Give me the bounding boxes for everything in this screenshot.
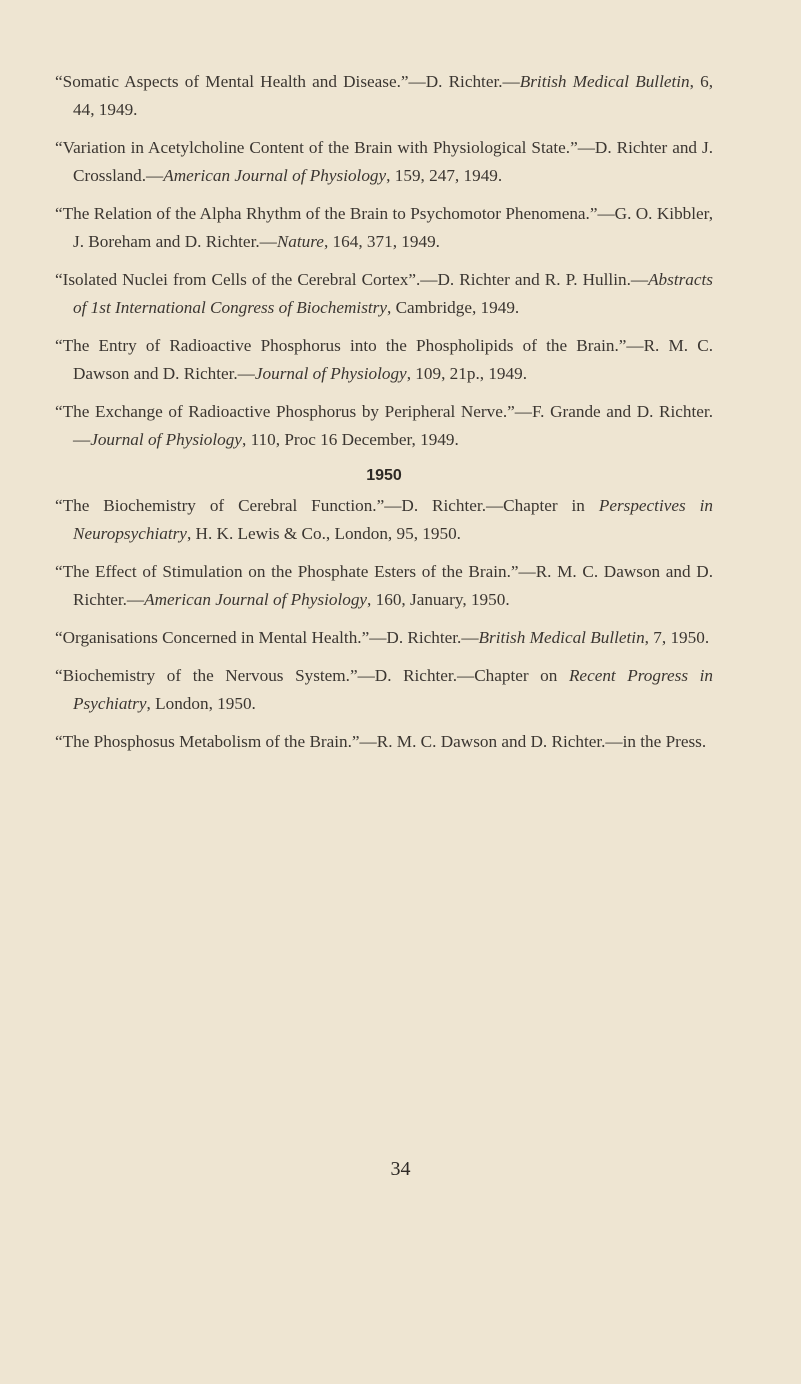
publication-title: Perspectives in Neuropsychiatry (73, 496, 713, 543)
reference-entry (55, 728, 713, 756)
reference-entry (55, 492, 713, 548)
reference-text: , 110, Proc 16 December, 1949. (242, 430, 459, 449)
year-heading: 1950 (366, 467, 402, 484)
reference-text: , Cambridge, 1949. (386, 298, 520, 317)
reference-text: “Somatic Aspects of Mental Health and Disease.”—D. Richter.— (55, 72, 520, 91)
reference-text: , 164, 371, 1949. (323, 232, 440, 251)
reference-text: “The Relation of the Alpha Rhythm of the Brain to Psychomotor Phenomena.”—G. O. Kibbler, J. Boreham and D. Richter.— (55, 204, 713, 251)
reference-text: , 160, January, 1950. (367, 590, 510, 609)
reference-entry (55, 398, 713, 454)
reference-text: “The Entry of Radioactive Phosphorus into the Phospholipids of the Brain.”—R. M. C. Dawson and D. Richter.— (55, 336, 713, 383)
reference-entry (55, 624, 713, 652)
page-number: 34 (390, 1158, 411, 1180)
publication-title: Journal of Physiology (90, 430, 242, 449)
publication-title: British Medical Bulletin (519, 72, 690, 91)
reference-text: , 159, 247, 1949. (386, 166, 503, 185)
reference-text: “Organisations Concerned in Mental Health.”—D. Richter.— (55, 628, 479, 647)
reference-list (55, 68, 713, 766)
reference-entry (55, 68, 713, 124)
reference-entry (55, 558, 713, 614)
reference-text: “The Biochemistry of Cerebral Function.”—D. Richter.—Chapter in (55, 496, 599, 515)
publication-title: American Journal of Physiology (163, 166, 387, 185)
reference-entry (55, 134, 713, 190)
reference-text: “Isolated Nuclei from Cells of the Cerebral Cortex”.—D. Richter and R. P. Hullin.— (55, 270, 649, 289)
reference-text: , 109, 21p., 1949. (406, 364, 527, 383)
publication-title: Journal of Physiology (254, 364, 407, 383)
reference-text: “Variation in Acetylcholine Content of the Brain with Physiological State.”—D. Richter and J. Crossland.— (55, 138, 713, 185)
reference-text: , 6, 44, 1949. (73, 72, 713, 119)
reference-text: , 7, 1950. (644, 628, 710, 647)
reference-entry (55, 200, 713, 256)
reference-text: “Biochemistry of the Nervous System.”—D. Richter.—Chapter on (55, 666, 569, 685)
reference-text: “The Phosphosus Metabolism of the Brain.”—R. M. C. Dawson and D. Richter.—in the Press. (55, 732, 707, 751)
reference-entry (55, 332, 713, 388)
publication-title: Recent Progress in Psychiatry (73, 666, 713, 713)
publication-title: British Medical Bulletin (478, 628, 645, 647)
publication-title: American Journal of Physiology (144, 590, 368, 609)
reference-text: , H. K. Lewis & Co., London, 95, 1950. (186, 524, 461, 543)
reference-text: “The Effect of Stimulation on the Phosphate Esters of the Brain.”—R. M. C. Dawson and D. Richter.— (55, 562, 713, 609)
reference-text: , London, 1950. (146, 694, 256, 713)
publication-title: Nature (276, 232, 324, 251)
reference-entry (55, 662, 713, 718)
publication-title: Abstracts of 1st International Congress of Biochemistry (73, 270, 713, 317)
reference-text: “The Exchange of Radioactive Phosphorus by Peripheral Nerve.”—F. Grande and D. Richter.— (55, 402, 713, 449)
reference-entry (55, 266, 713, 322)
